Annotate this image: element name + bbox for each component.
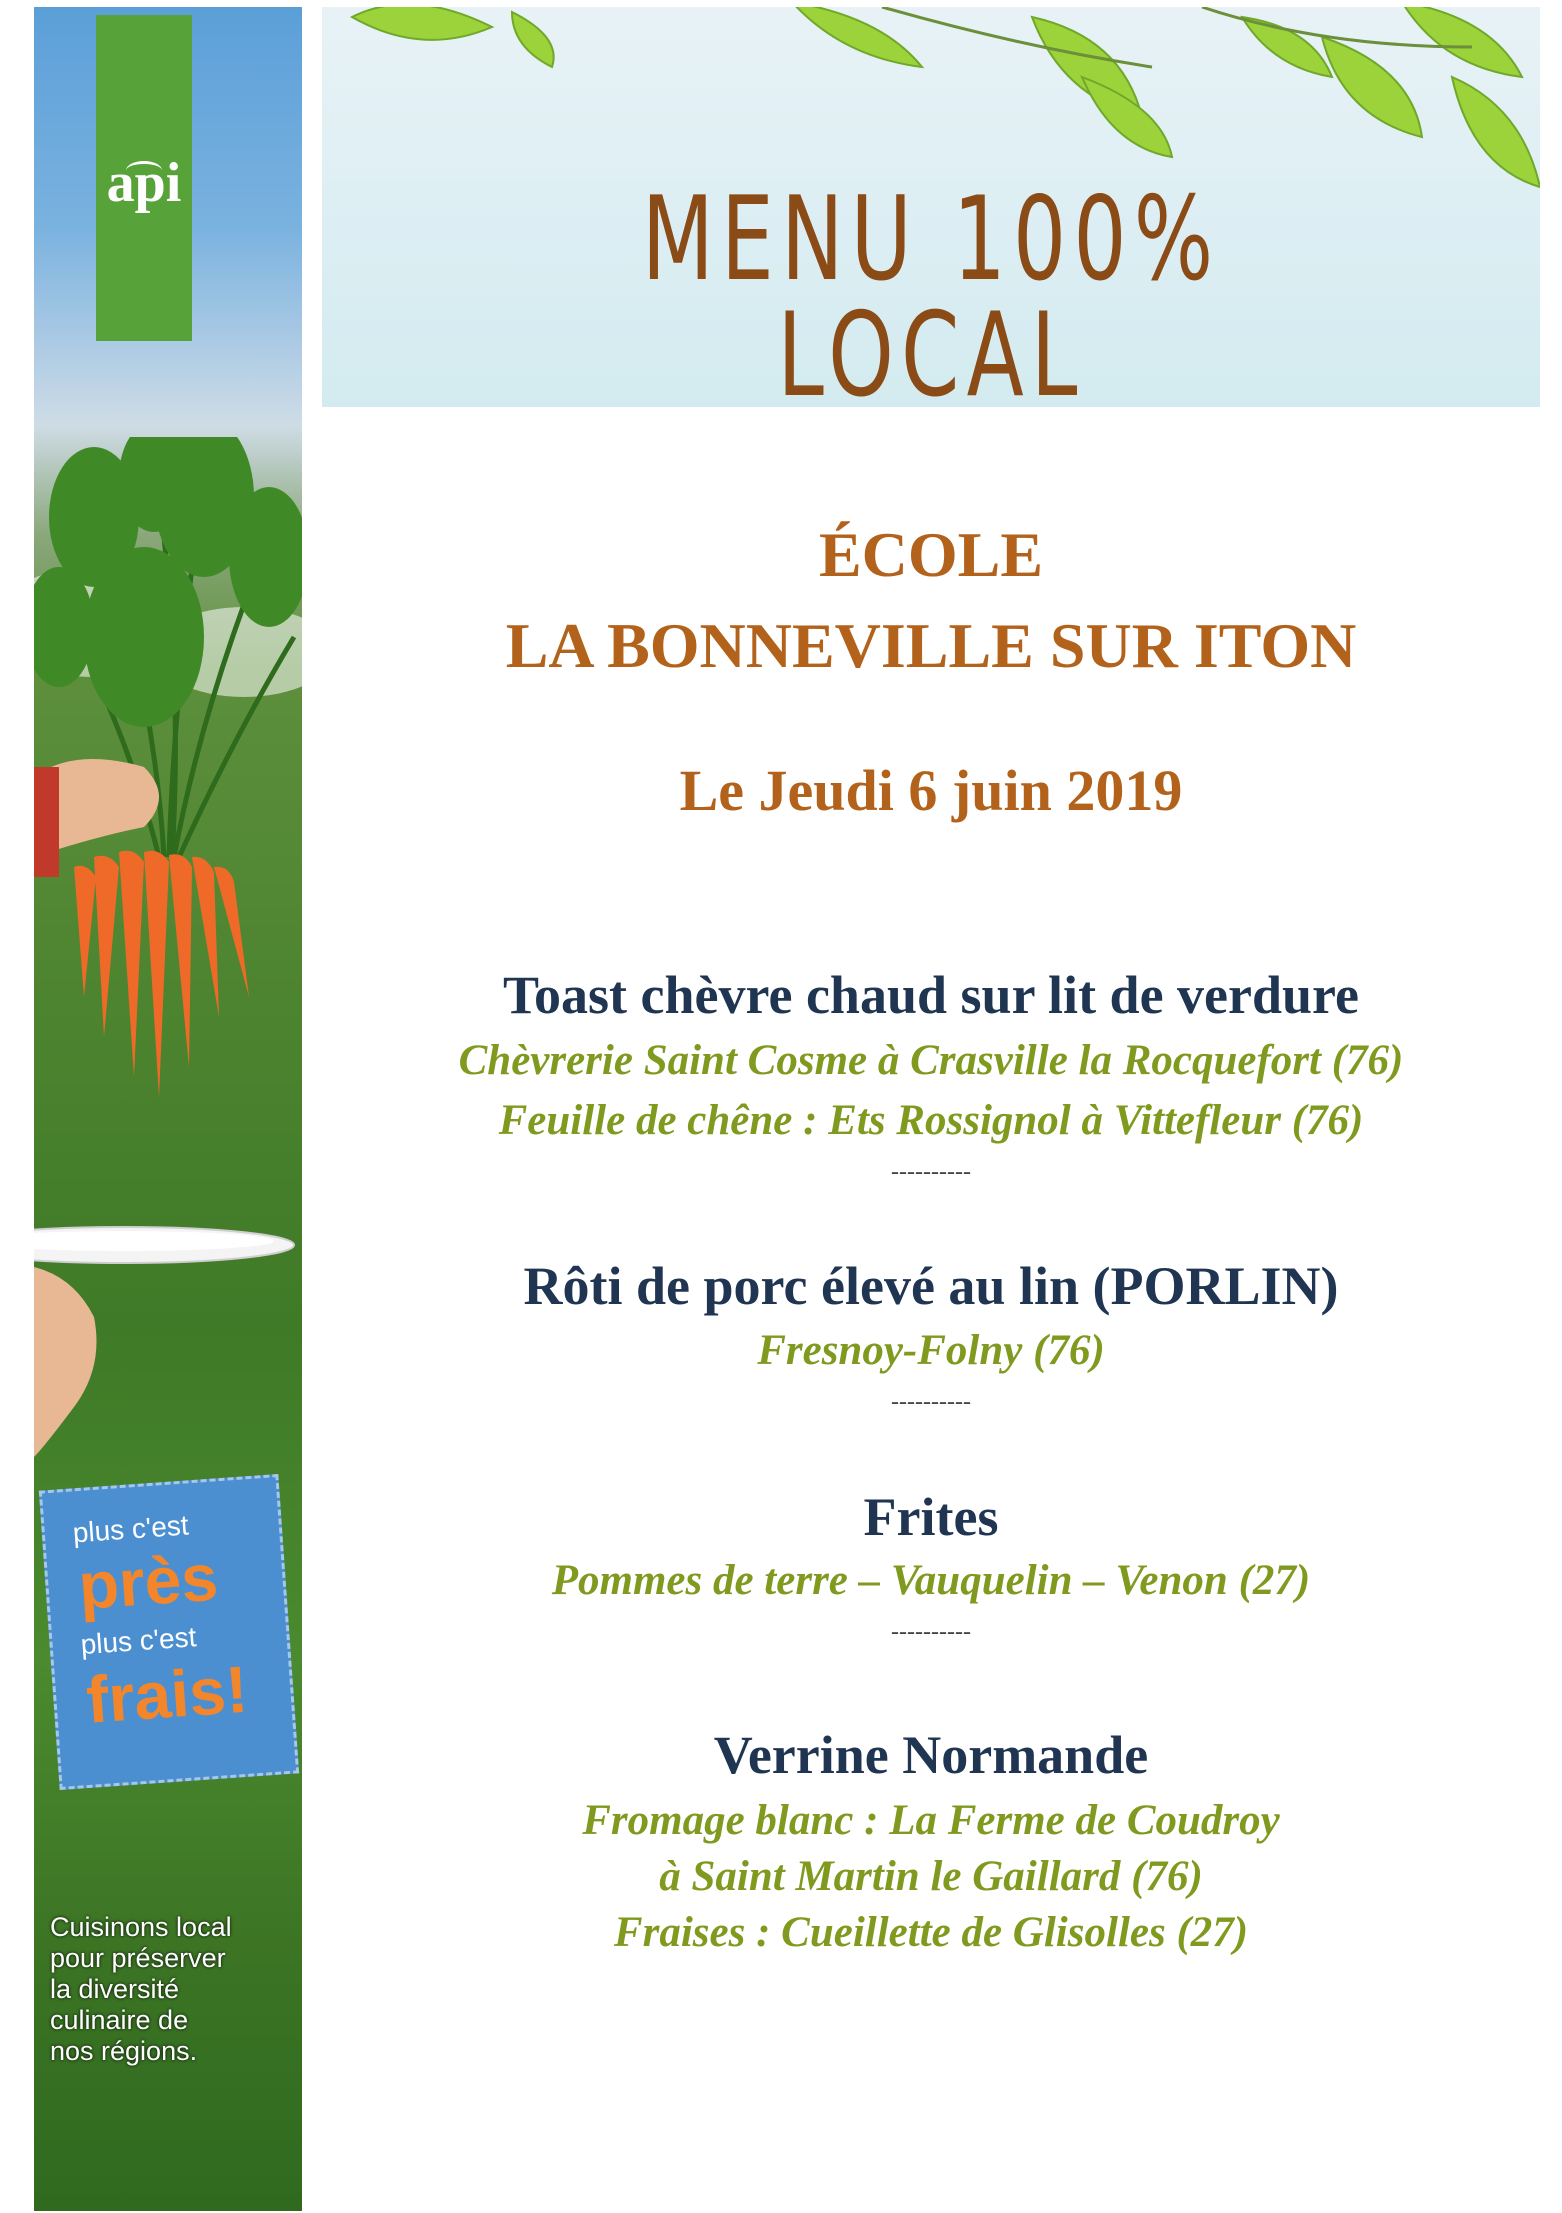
course-separator: ---------- [891, 1389, 971, 1415]
slogan-line-4: frais! [83, 1651, 251, 1737]
course-1-dish: Toast chèvre chaud sur lit de verdure [502, 965, 1360, 1025]
course-2-origin-1: Fresnoy-Folny (76) [757, 1327, 1105, 1374]
course-2-dish: Rôti de porc élevé au lin (PORLIN) [523, 1256, 1339, 1316]
course-separator: ---------- [891, 1619, 971, 1645]
course-1-origin-2: Feuille de chêne : Ets Rossignol à Vittefleur (76) [498, 1097, 1364, 1144]
course-1-origin-1: Chèvrerie Saint Cosme à Crasville la Rocquefort (76) [458, 1037, 1404, 1084]
sidebar-banner [34, 7, 302, 2211]
plate-illustration [34, 1207, 302, 1467]
tagline-line: culinaire de [50, 2005, 189, 2035]
school-label: ÉCOLE [818, 519, 1044, 590]
course-4-origin-2: à Saint Martin le Gaillard (76) [659, 1853, 1203, 1900]
logo-text: api [106, 152, 182, 214]
course-4-dish: Verrine Normande [713, 1725, 1149, 1785]
sidebar-tagline [50, 1912, 300, 2067]
course-4-origin-3: Fraises : Cueillette de Glisolles (27) [613, 1909, 1249, 1956]
course-4-origin-1: Fromage blanc : La Ferme de Coudroy [582, 1797, 1280, 1844]
menu-title: MENU 100% LOCAL [641, 172, 1221, 407]
slogan-line-2: près [76, 1539, 221, 1624]
school-name: LA BONNEVILLE SUR ITON [505, 610, 1357, 681]
slogan-line-3: plus c'est [79, 1621, 198, 1661]
tagline-line: pour préserver [50, 1943, 226, 1973]
api-logo [96, 15, 192, 341]
tagline-line: la diversité [50, 1974, 180, 2004]
carrots-illustration [34, 437, 302, 1137]
slogan-line-1: plus c'est [71, 1509, 190, 1549]
course-3-dish: Frites [863, 1487, 999, 1547]
header-banner [322, 7, 1540, 407]
course-3-origin-1: Pommes de terre – Vauquelin – Venon (27) [551, 1557, 1311, 1604]
slogan-badge [39, 1474, 299, 1790]
menu-date: Le Jeudi 6 juin 2019 [679, 758, 1183, 823]
tagline-line: Cuisinons local [50, 1912, 232, 1942]
tagline-line: nos régions. [50, 2036, 198, 2066]
course-separator: ---------- [891, 1159, 971, 1185]
